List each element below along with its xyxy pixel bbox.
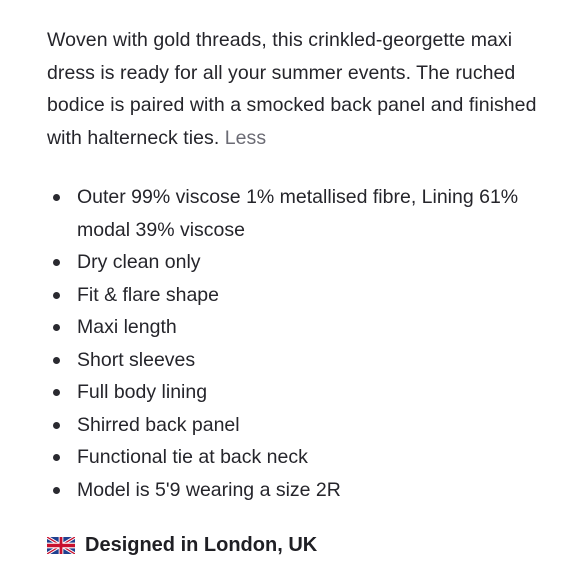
feature-text: Dry clean only — [77, 251, 201, 273]
feature-text: Functional tie at back neck — [77, 446, 308, 468]
description-text: Woven with gold threads, this crinkled-georgette maxi dress is ready for all your summer events. The ruched bodice is paired with a smocked back panel and finished with halterneck ties. — [47, 29, 537, 149]
feature-text: Maxi length — [77, 316, 177, 338]
feature-text: Short sleeves — [77, 348, 196, 371]
feature-item — [47, 279, 547, 312]
feature-list — [47, 181, 547, 506]
origin-text: Designed in London, UK — [85, 534, 318, 556]
bullet-icon — [53, 422, 60, 429]
feature-item — [47, 474, 547, 507]
bullet-icon — [53, 292, 60, 299]
feature-item — [47, 441, 547, 474]
bullet-icon — [53, 487, 60, 494]
feature-item — [47, 409, 547, 442]
show-less-link[interactable]: Less — [224, 126, 267, 149]
feature-item — [47, 181, 547, 246]
feature-text: Full body lining — [77, 381, 208, 403]
bullet-icon — [53, 259, 60, 266]
product-description — [47, 24, 547, 154]
bullet-icon — [53, 389, 60, 396]
feature-text: Fit & flare shape — [77, 283, 219, 306]
origin-line — [47, 531, 547, 559]
bullet-icon — [53, 194, 60, 201]
feature-item — [47, 344, 547, 377]
bullet-icon — [53, 454, 60, 461]
feature-item — [47, 311, 547, 344]
feature-text: Model is 5'9 wearing a size 2R — [77, 478, 341, 501]
feature-text: Outer 99% viscose 1% metallised fibre, Lining 61% modal 39% viscose — [77, 186, 519, 241]
uk-flag-icon — [47, 537, 75, 554]
product-details — [47, 24, 547, 559]
feature-item — [47, 246, 547, 279]
feature-item — [47, 376, 547, 409]
feature-text: Shirred back panel — [77, 413, 240, 436]
bullet-icon — [53, 357, 60, 364]
bullet-icon — [53, 324, 60, 331]
